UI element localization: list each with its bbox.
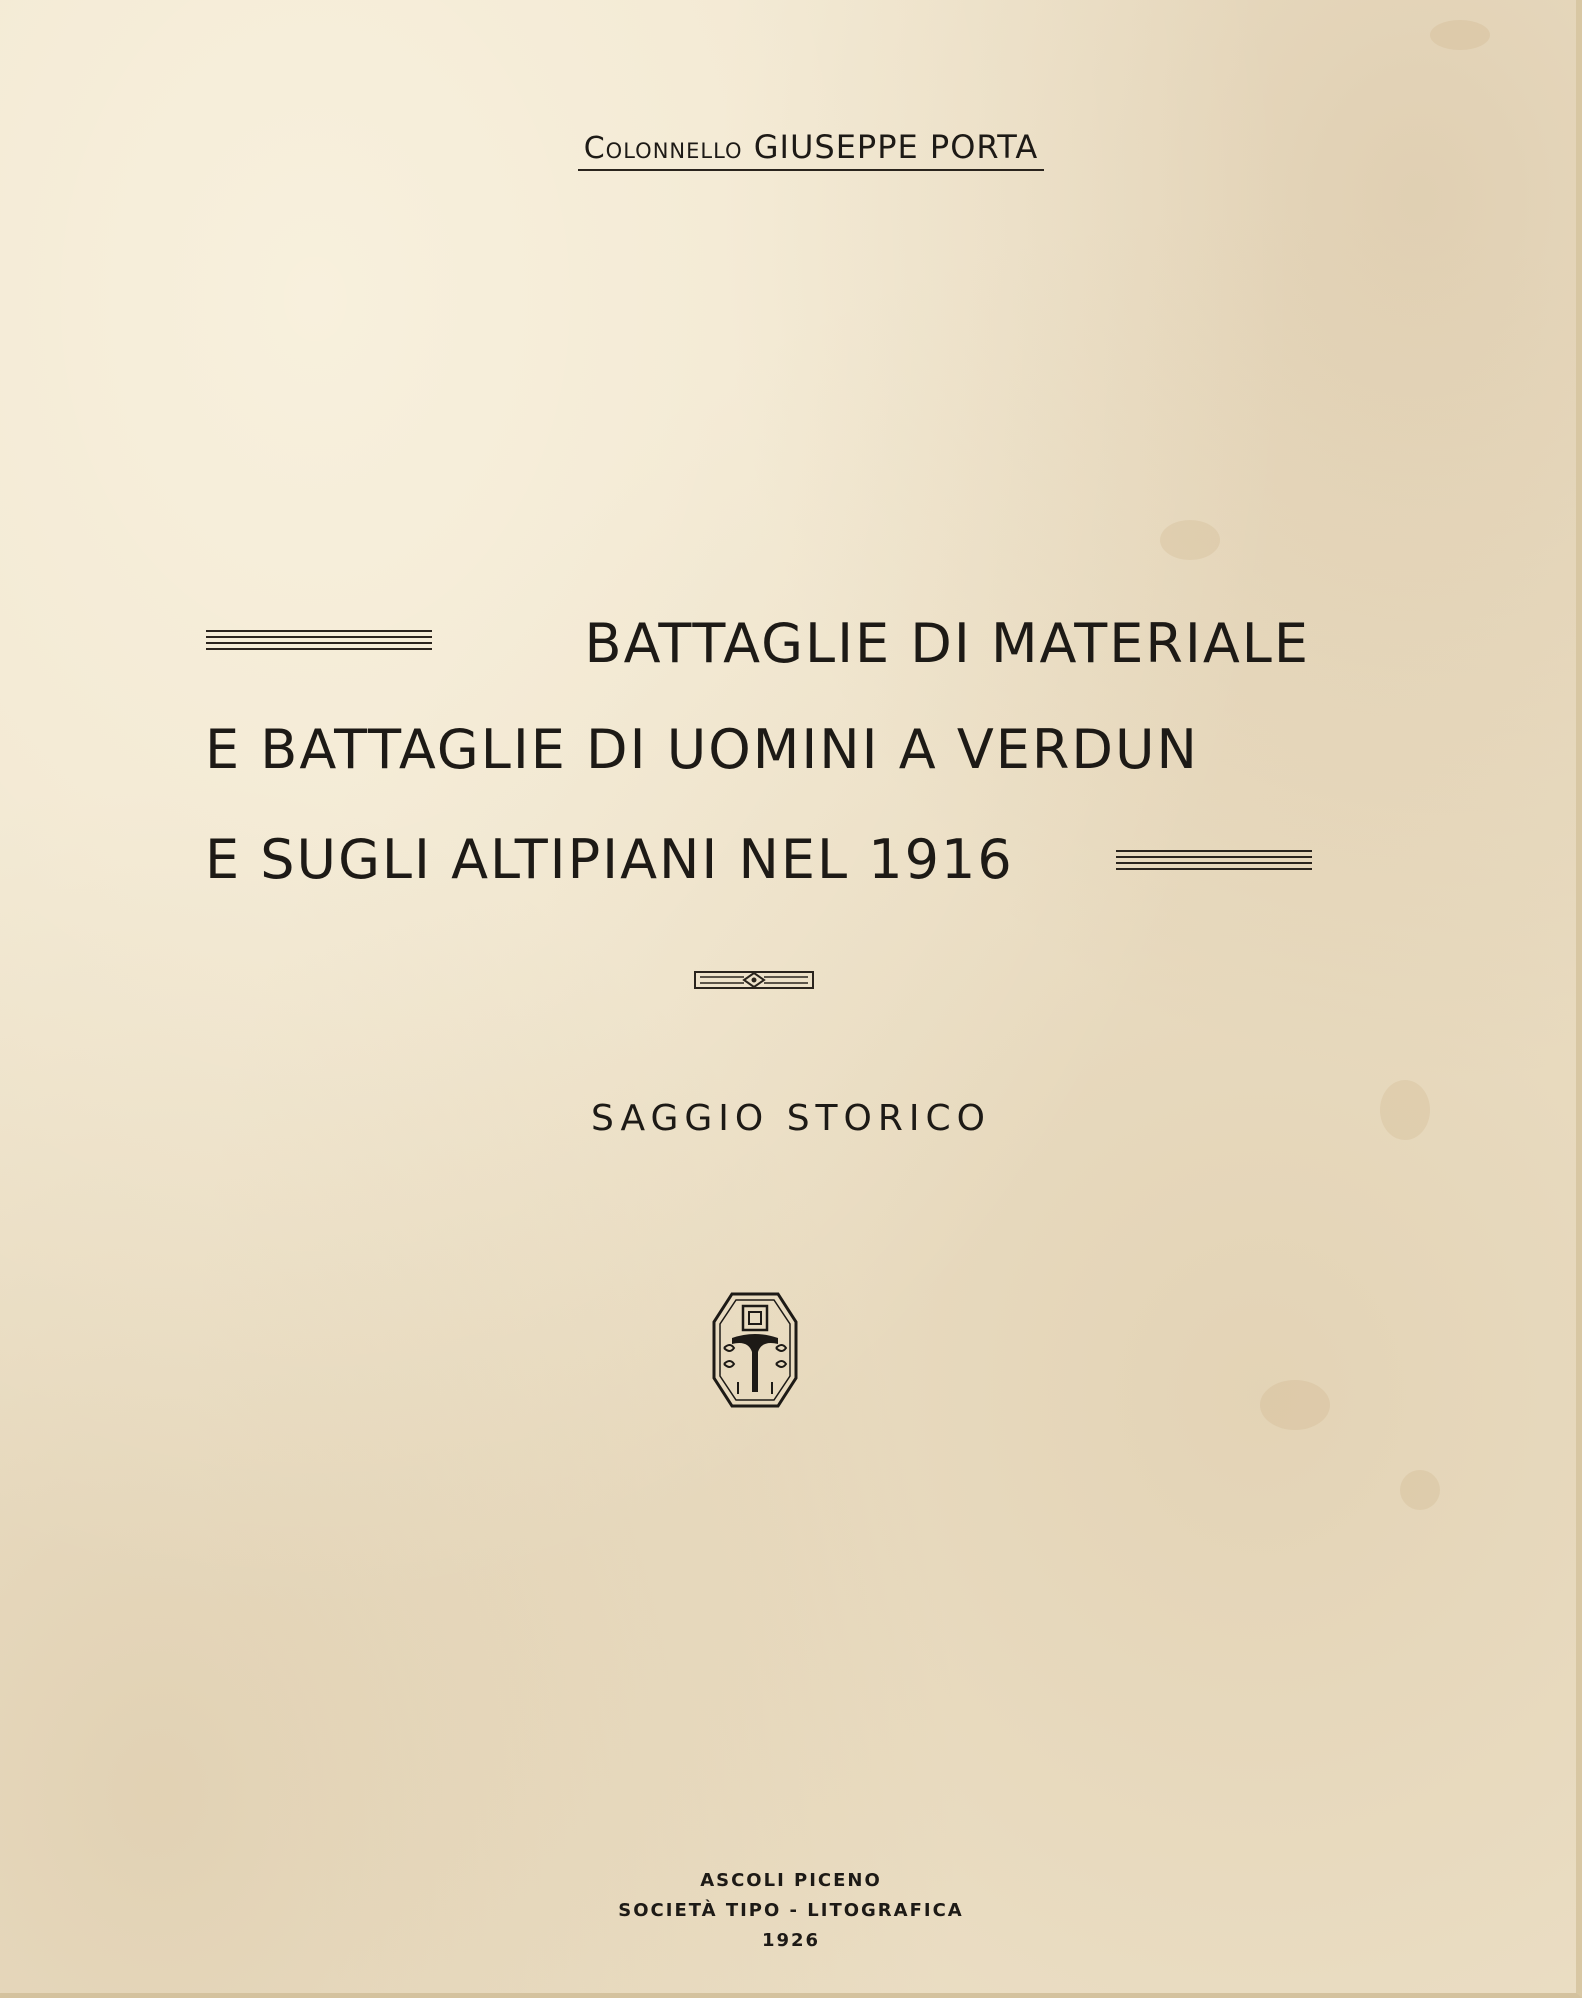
foxing-spot	[1400, 1470, 1440, 1510]
printer-mark-icon	[712, 1292, 798, 1408]
ornamental-divider-icon	[694, 968, 814, 992]
subtitle: SAGGIO STORICO	[591, 1098, 991, 1139]
imprint-year: 1926	[761, 1930, 821, 1951]
imprint-city: ASCOLI PICENO	[700, 1870, 882, 1891]
author-rank: Colonnello	[583, 131, 743, 166]
title-line-1: BATTAGLIE DI MATERIALE	[584, 612, 1310, 675]
title-line-3: E SUGLI ALTIPIANI NEL 1916	[205, 828, 1014, 891]
author-name: GIUSEPPE PORTA	[753, 128, 1039, 166]
title-line-2: E BATTAGLIE DI UOMINI A VERDUN	[205, 718, 1199, 781]
foxing-spot	[1430, 20, 1490, 50]
foxing-spot	[1160, 520, 1220, 560]
foxing-spot	[1260, 1380, 1330, 1430]
imprint-publisher: SOCIETÀ TIPO - LITOGRAFICA	[618, 1900, 964, 1921]
author-line	[0, 128, 1582, 171]
